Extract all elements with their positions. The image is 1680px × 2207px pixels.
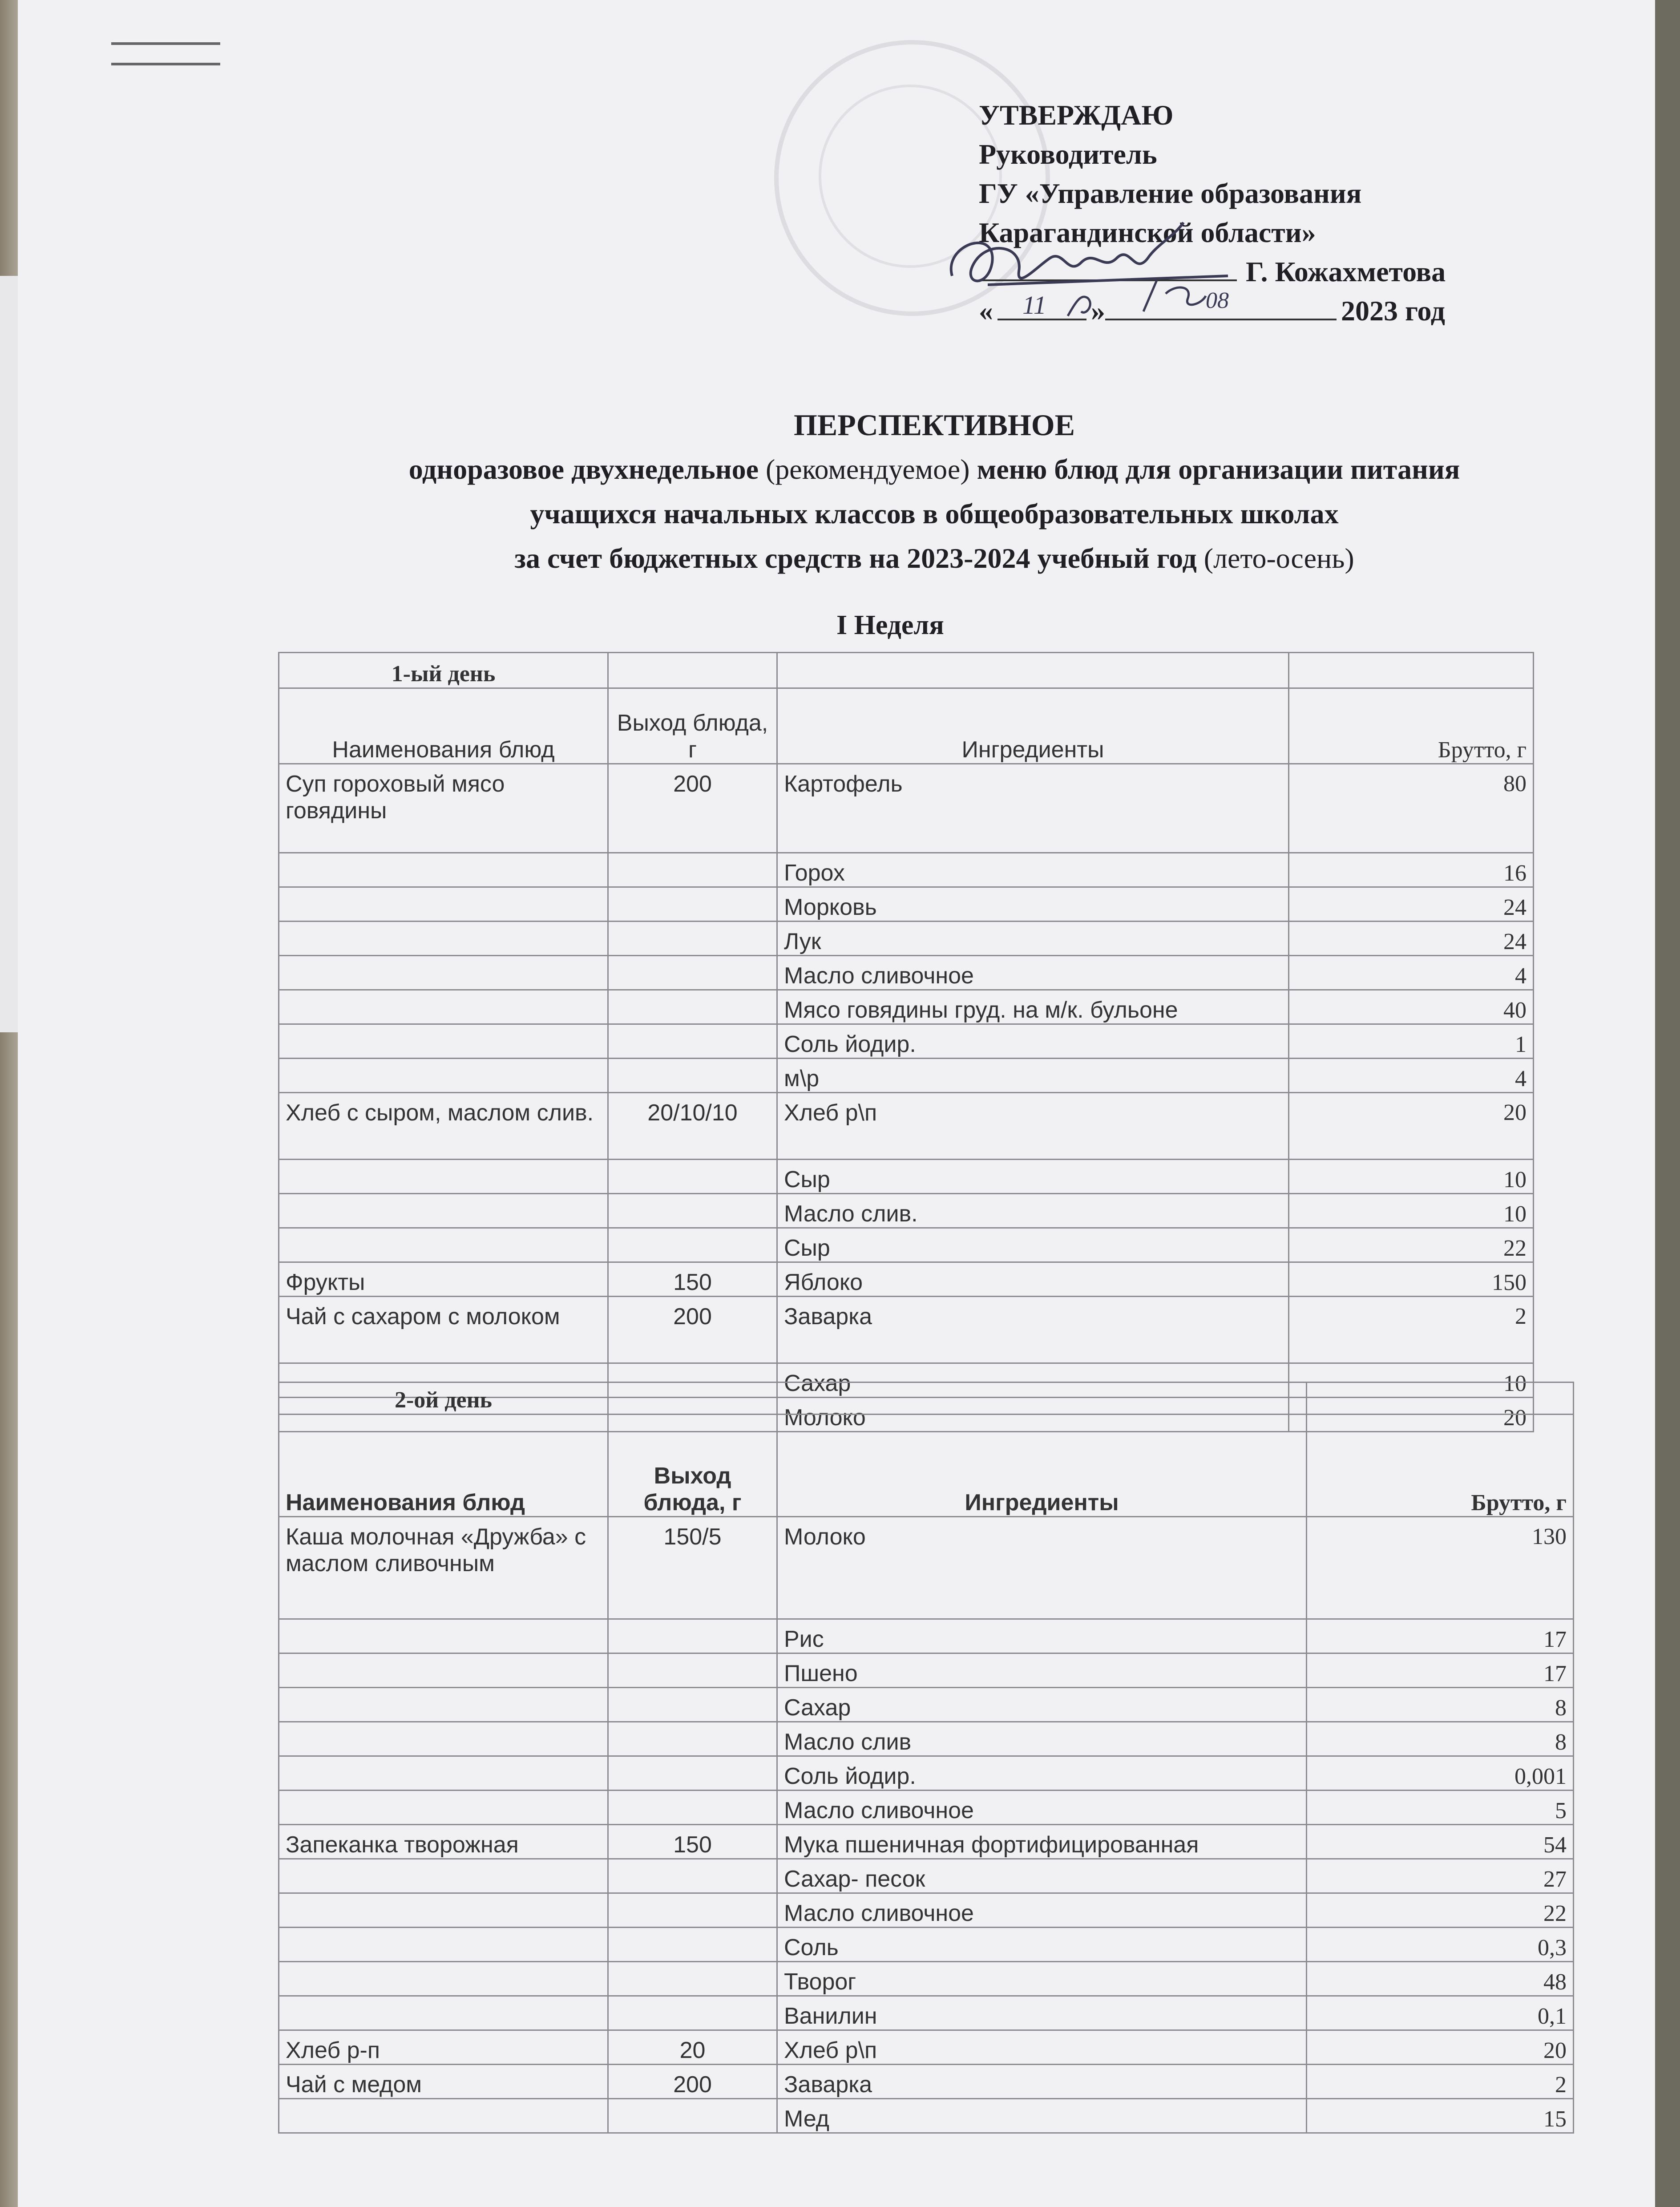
ingredient-cell: Масло сливочное (777, 1893, 1307, 1928)
gross-cell: 10 (1289, 1363, 1534, 1398)
gross-cell: 17 (1307, 1653, 1574, 1688)
yield-cell (608, 1228, 777, 1262)
gross-cell: 5 (1307, 1791, 1574, 1825)
table-row (279, 1619, 1574, 1653)
table-row (279, 2030, 1574, 2065)
ingredient-cell: Мясо говядины груд. на м/к. бульоне (777, 990, 1289, 1024)
approver-name: Г. Кожахметова (1246, 256, 1446, 287)
dish-cell (279, 853, 608, 887)
dish-cell (279, 1619, 608, 1653)
dish-cell (279, 1024, 608, 1059)
table-row (279, 2065, 1574, 2099)
gross-cell: 2 (1307, 2065, 1574, 2099)
dish-cell (279, 1059, 608, 1093)
ingredient-cell: Хлеб р\п (777, 2030, 1307, 2065)
yield-cell: 200 (608, 764, 777, 853)
day1-table (278, 652, 1534, 1432)
title-main: ПЕРСПЕКТИВНОЕ (793, 408, 1075, 442)
corner-marks (111, 42, 220, 82)
yield-cell (608, 853, 777, 887)
dish-cell (279, 1228, 608, 1262)
dish-cell (279, 887, 608, 922)
title-line3-note: (лето-осень) (1203, 542, 1354, 574)
date-open-quote: « (979, 295, 993, 327)
dish-cell (279, 990, 608, 1024)
ingredient-cell: Соль йодир. (777, 1024, 1289, 1059)
yield-cell: 150/5 (608, 1517, 777, 1619)
table-row (279, 1160, 1534, 1194)
yield-cell (608, 1996, 777, 2030)
ingredient-cell: Сыр (777, 1160, 1289, 1194)
title-line1-mid: (рекомендуемое) (765, 453, 970, 485)
gross-cell: 0,3 (1307, 1928, 1574, 1962)
approval-position: Руководитель (979, 138, 1157, 170)
ingredient-cell: Сахар (777, 1688, 1307, 1722)
ingredient-cell: Рис (777, 1619, 1307, 1653)
table-row (279, 1688, 1574, 1722)
gross-cell: 20 (1307, 2030, 1574, 2065)
table-row (279, 1996, 1574, 2030)
ingredient-cell: Молоко (777, 1398, 1289, 1432)
ingredient-cell: Творог (777, 1962, 1307, 1996)
col-dish-header: Наименования блюд (279, 1415, 608, 1517)
ingredient-cell: Лук (777, 922, 1289, 956)
col-ingredients-header: Ингредиенты (777, 1415, 1307, 1517)
dish-cell: Хлеб с сыром, маслом слив. (279, 1093, 608, 1160)
gross-cell: 20 (1289, 1093, 1534, 1160)
dish-cell (279, 1653, 608, 1688)
dish-cell: Каша молочная «Дружба» с маслом сливочным (279, 1517, 608, 1619)
dish-cell (279, 1756, 608, 1791)
table-row (279, 1297, 1534, 1363)
yield-cell (608, 887, 777, 922)
gross-cell: 80 (1289, 764, 1534, 853)
dish-cell: Чай с сахаром с молоком (279, 1297, 608, 1363)
gross-cell: 54 (1307, 1825, 1574, 1859)
yield-cell: 200 (608, 1297, 777, 1363)
date-day-handwritten: 11 (1022, 291, 1046, 319)
ingredient-cell: Сыр (777, 1228, 1289, 1262)
yield-cell (608, 922, 777, 956)
yield-cell: 20/10/10 (608, 1093, 777, 1160)
table-row (279, 1059, 1534, 1093)
col-gross-header: Брутто, г (1289, 688, 1534, 764)
gross-cell: 40 (1289, 990, 1534, 1024)
yield-cell (608, 990, 777, 1024)
approval-org-line2: Карагандинской области» (979, 217, 1316, 248)
gross-cell: 20 (1289, 1398, 1534, 1432)
title-line3-text: за счет бюджетных средств на 2023-2024 учебный год (514, 542, 1197, 574)
yield-cell (608, 1194, 777, 1228)
dish-cell (279, 1791, 608, 1825)
yield-cell (608, 956, 777, 990)
dish-cell (279, 1996, 608, 2030)
col-yield-header: Выход блюда, г (608, 1415, 777, 1517)
dish-cell: Суп гороховый мясо говядины (279, 764, 608, 853)
dish-cell (279, 922, 608, 956)
ingredient-cell: Сахар- песок (777, 1859, 1307, 1893)
dish-cell: Фрукты (279, 1262, 608, 1297)
dish-cell: Чай с медом (279, 2065, 608, 2099)
yield-cell (608, 1619, 777, 1653)
gross-cell: 22 (1289, 1228, 1534, 1262)
document-title (267, 403, 1602, 581)
table-row (279, 1722, 1574, 1756)
ingredient-cell: Хлеб р\п (777, 1093, 1289, 1160)
gross-cell: 16 (1289, 853, 1534, 887)
table-row (279, 1024, 1534, 1059)
yield-cell (608, 1160, 777, 1194)
title-line2: учащихся начальных классов в общеобразовательных школах (530, 498, 1339, 530)
yield-cell (608, 1653, 777, 1688)
empty-cell (608, 1382, 777, 1415)
ingredient-cell: Морковь (777, 887, 1289, 922)
dish-cell (279, 1893, 608, 1928)
yield-cell: 20 (608, 2030, 777, 2065)
title-line1-pre: одноразовое двухнедельное (408, 453, 759, 485)
empty-cell (608, 653, 777, 688)
table-row (279, 853, 1534, 887)
ingredient-cell: Яблоко (777, 1262, 1289, 1297)
dish-cell (279, 1688, 608, 1722)
yield-cell (608, 1962, 777, 1996)
dish-cell (279, 1928, 608, 1962)
yield-cell (608, 1756, 777, 1791)
gross-cell: 4 (1289, 1059, 1534, 1093)
ingredient-cell: Масло сливочное (777, 956, 1289, 990)
table-row (279, 2099, 1574, 2133)
ingredient-cell: Мед (777, 2099, 1307, 2133)
approval-year: 2023 год (1341, 295, 1445, 327)
ingredient-cell: Соль (777, 1928, 1307, 1962)
title-line3 (267, 536, 1602, 581)
gross-cell: 24 (1289, 922, 1534, 956)
yield-cell (608, 2099, 777, 2133)
yield-cell (608, 1791, 777, 1825)
dish-cell (279, 1194, 608, 1228)
ingredient-cell: Картофель (777, 764, 1289, 853)
yield-cell (608, 1059, 777, 1093)
ingredient-cell: Сахар (777, 1363, 1289, 1398)
ingredient-cell: Ванилин (777, 1996, 1307, 2030)
day1-label: 1-ый день (279, 653, 608, 688)
empty-cell (777, 1382, 1307, 1415)
table-row (279, 1194, 1534, 1228)
dish-cell (279, 1160, 608, 1194)
gross-cell: 8 (1307, 1722, 1574, 1756)
approval-heading: УТВЕРЖДАЮ (979, 99, 1174, 131)
col-dish-header: Наименования блюд (279, 688, 608, 764)
yield-cell (608, 1024, 777, 1059)
gross-cell: 17 (1307, 1619, 1574, 1653)
table-row (279, 1262, 1534, 1297)
yield-cell: 200 (608, 2065, 777, 2099)
yield-cell (608, 1688, 777, 1722)
approval-org-line1: ГУ «Управление образования (979, 178, 1362, 209)
dish-cell (279, 1722, 608, 1756)
table-row (279, 990, 1534, 1024)
gross-cell: 22 (1307, 1893, 1574, 1928)
table-row (279, 1756, 1574, 1791)
col-gross-header: Брутто, г (1307, 1415, 1574, 1517)
date-close-quote: » (1091, 295, 1105, 327)
col-ingredients-header: Ингредиенты (777, 688, 1289, 764)
ingredient-cell: Молоко (777, 1517, 1307, 1619)
title-line1-post: меню блюд для организации питания (977, 453, 1460, 485)
gross-cell: 130 (1307, 1517, 1574, 1619)
dish-cell (279, 1859, 608, 1893)
ingredient-cell: Масло слив (777, 1722, 1307, 1756)
gross-cell: 150 (1289, 1262, 1534, 1297)
gross-cell: 48 (1307, 1962, 1574, 1996)
empty-cell (1289, 653, 1534, 688)
gross-cell: 8 (1307, 1688, 1574, 1722)
yield-cell: 150 (608, 1825, 777, 1859)
ingredient-cell: Заварка (777, 1297, 1289, 1363)
ingredient-cell: м\р (777, 1059, 1289, 1093)
gross-cell: 0,1 (1307, 1996, 1574, 2030)
table-row (279, 1517, 1574, 1619)
table-row (279, 887, 1534, 922)
table-row (279, 922, 1534, 956)
gross-cell: 24 (1289, 887, 1534, 922)
day1-label-row (279, 653, 1534, 688)
day2-label-row (279, 1382, 1574, 1415)
table-row (279, 1791, 1574, 1825)
date-month-handwritten: 08 (1206, 288, 1229, 313)
ingredient-cell: Заварка (777, 2065, 1307, 2099)
gross-cell: 10 (1289, 1194, 1534, 1228)
gross-cell: 1 (1289, 1024, 1534, 1059)
gross-cell: 4 (1289, 956, 1534, 990)
dish-cell: Хлеб р-п (279, 2030, 608, 2065)
ingredient-cell: Пшено (777, 1653, 1307, 1688)
table-row (279, 1825, 1574, 1859)
gross-cell: 15 (1307, 2099, 1574, 2133)
dish-cell (279, 956, 608, 990)
table-row (279, 1093, 1534, 1160)
table-row (279, 1962, 1574, 1996)
gross-cell: 10 (1289, 1160, 1534, 1194)
title-line1 (267, 447, 1602, 492)
table-row (279, 956, 1534, 990)
table-row (279, 1859, 1574, 1893)
table-row (279, 1228, 1534, 1262)
week-label: I Неделя (836, 610, 944, 640)
table-row (279, 1653, 1574, 1688)
yield-cell (608, 1893, 777, 1928)
ingredient-cell: Горох (777, 853, 1289, 887)
gross-cell: 2 (1289, 1297, 1534, 1363)
empty-cell (1307, 1382, 1574, 1415)
ingredient-cell: Масло слив. (777, 1194, 1289, 1228)
day1-header-row (279, 688, 1534, 764)
day2-table (278, 1382, 1574, 2134)
document-page (18, 0, 1655, 2207)
yield-cell (608, 1928, 777, 1962)
ingredient-cell: Масло сливочное (777, 1791, 1307, 1825)
gross-cell: 0,001 (1307, 1756, 1574, 1791)
dish-cell (279, 2099, 608, 2133)
day2-header-row (279, 1415, 1574, 1517)
table-row (279, 1928, 1574, 1962)
ingredient-cell: Мука пшеничная фортифицированная (777, 1825, 1307, 1859)
yield-cell (608, 1722, 777, 1756)
gross-cell: 27 (1307, 1859, 1574, 1893)
yield-cell: 150 (608, 1262, 777, 1297)
handwritten-signature (934, 209, 1255, 325)
table-row (279, 1893, 1574, 1928)
empty-cell (777, 653, 1289, 688)
dish-cell: Запеканка творожная (279, 1825, 608, 1859)
col-yield-header: Выход блюда, г (608, 688, 777, 764)
ingredient-cell: Соль йодир. (777, 1756, 1307, 1791)
yield-cell (608, 1859, 777, 1893)
dish-cell (279, 1962, 608, 1996)
table-row (279, 764, 1534, 853)
day2-label: 2-ой день (279, 1382, 608, 1415)
